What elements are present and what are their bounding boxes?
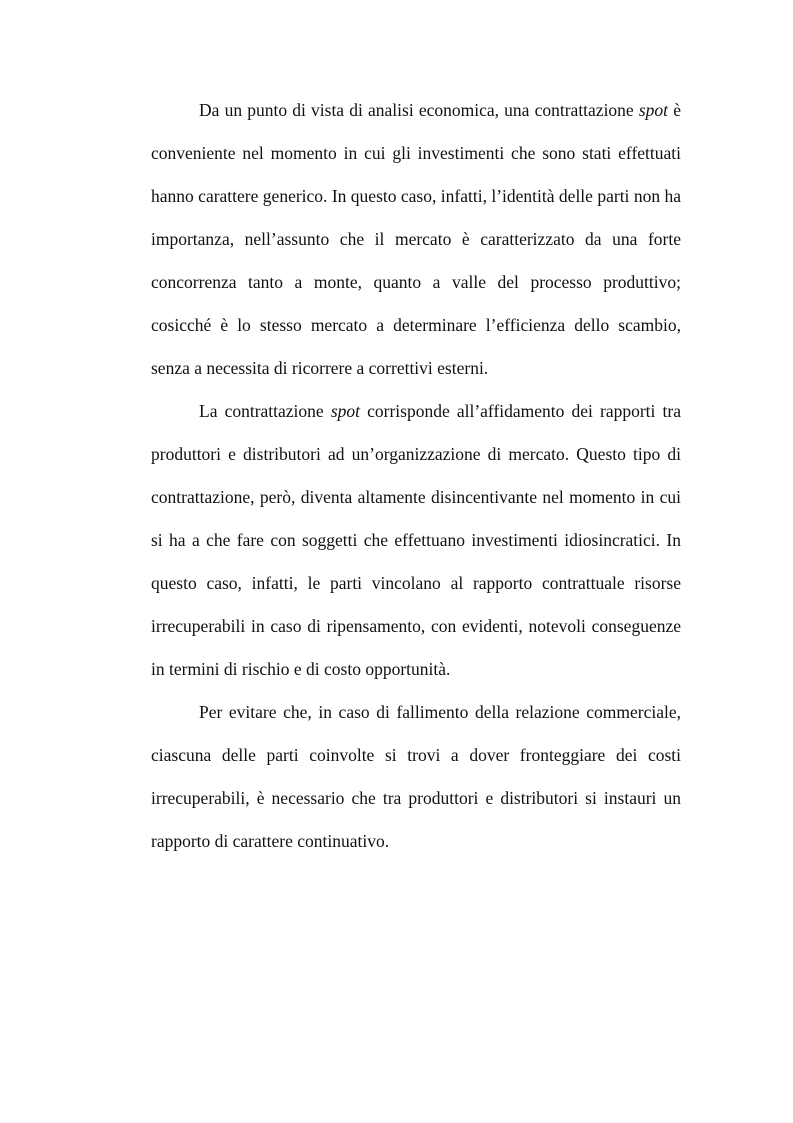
paragraph-1-emphasis: spot bbox=[638, 100, 669, 120]
paragraph-2-text-end: corrisponde all’affidamento dei rapporti tra produttori e distributori ad un’organizzazione di mercato. Questo tipo di contrattazione, però, diventa altamente disincentivante nel momento in cui si ha a che fare con soggetti che effettuano investimenti idiosincratici. In questo caso, infatti, le parti vincolano al rapporto contrattuale risorse irrecuperabili in caso di ripensamento, con evidenti, notevoli conseguenze in termini di rischio e di costo opportunità. bbox=[151, 401, 681, 679]
paragraph-1 bbox=[151, 89, 681, 390]
paragraph-1-text-end: è conveniente nel momento in cui gli investimenti che sono stati effettuati hanno carattere generico. In questo caso, infatti, l’identità delle parti non ha importanza, nell’assunto che il mercato è caratterizzato da una forte concorrenza tanto a monte, quanto a valle del processo produttivo; cosicché è lo stesso mercato a determinare l’efficienza dello scambio, senza a necessita di ricorrere a correttivi esterni. bbox=[151, 100, 681, 378]
paragraph-3-text: Per evitare che, in caso di fallimento della relazione commerciale, ciascuna delle parti coinvolte si trovi a dover fronteggiare dei costi irrecuperabili, è necessario che tra produttori e distributori si instauri un rapporto di carattere continuativo. bbox=[151, 702, 681, 851]
document-page bbox=[151, 89, 681, 863]
paragraph-1-text-start: Da un punto di vista di analisi economica, una contrattazione bbox=[199, 100, 639, 120]
paragraph-2 bbox=[151, 390, 681, 691]
paragraph-3 bbox=[151, 691, 681, 863]
paragraph-2-emphasis: spot bbox=[330, 401, 360, 421]
paragraph-2-text-start: La contrattazione bbox=[199, 401, 331, 421]
